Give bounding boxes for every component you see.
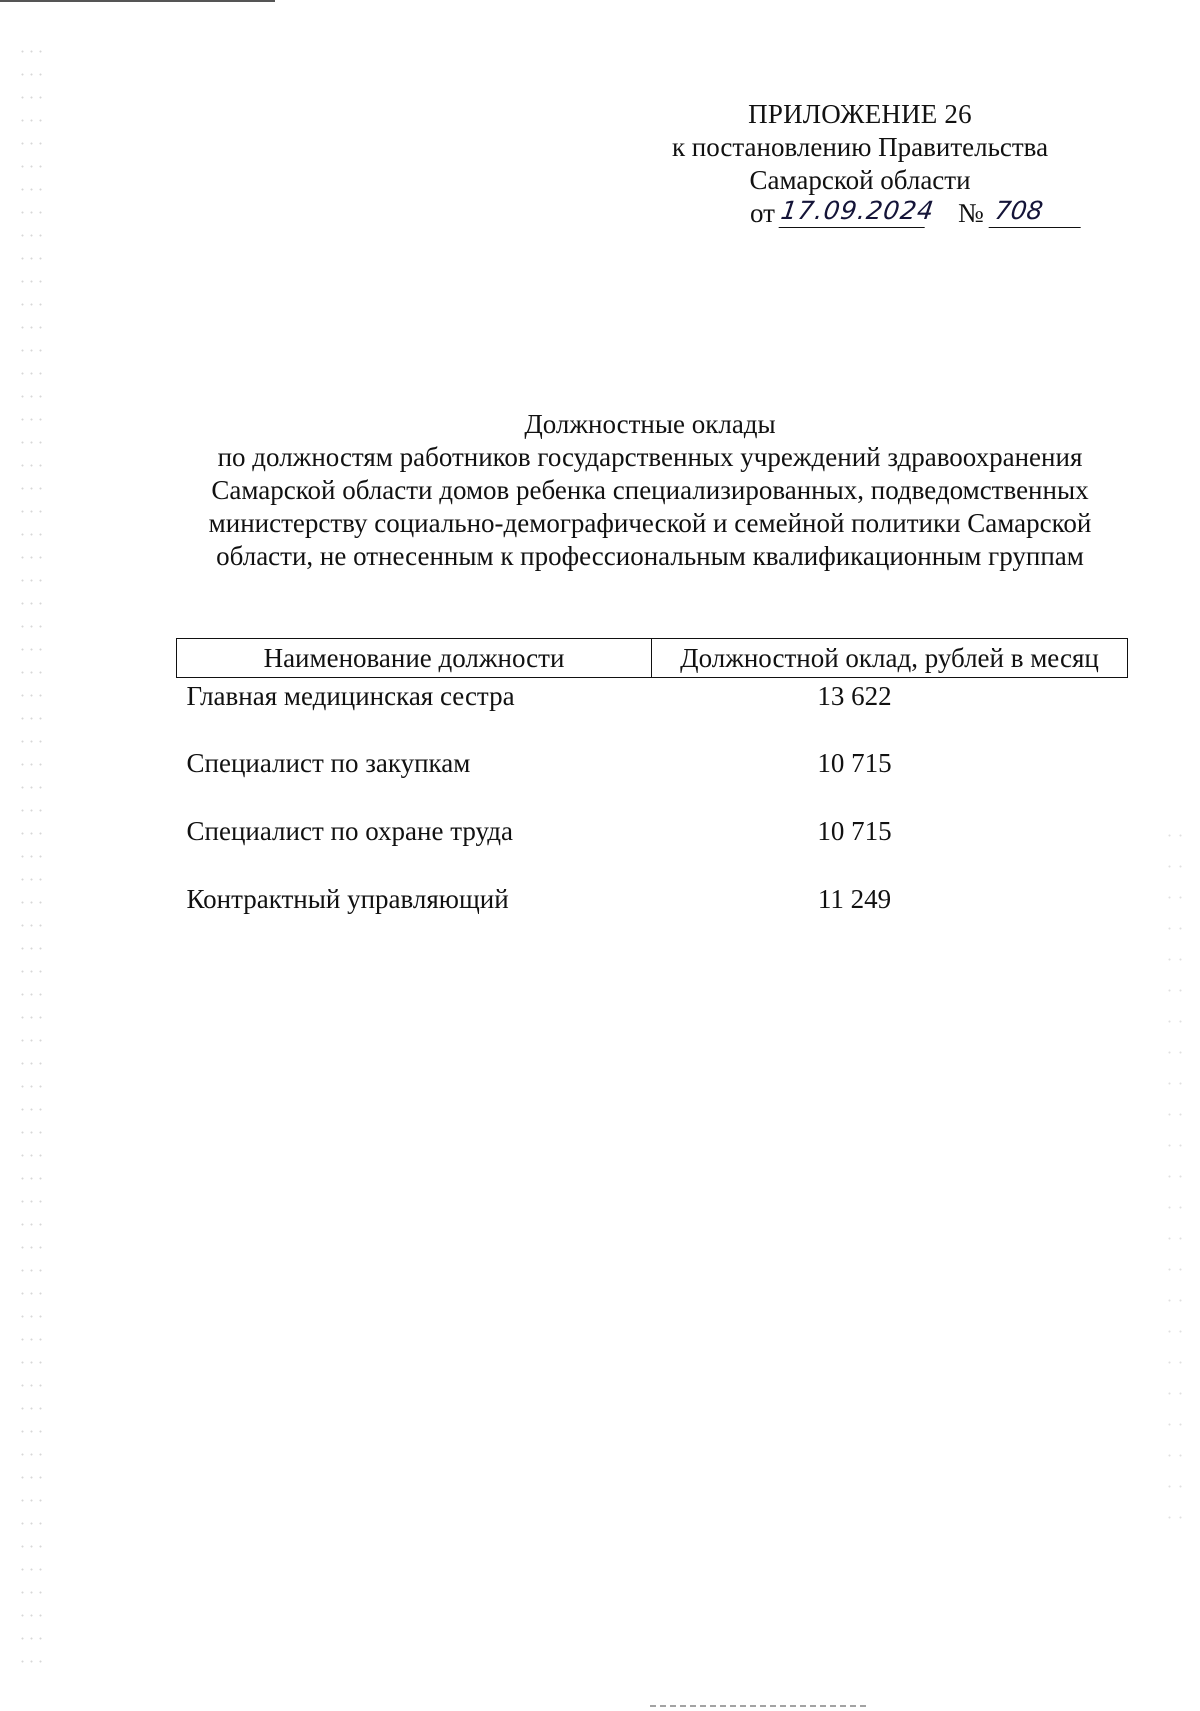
- title-line-2: по должностям работников государственных учреждений здравоохранения: [217, 442, 1083, 472]
- position-cell: Главная медицинская сестра: [186, 681, 515, 711]
- document-title: [170, 408, 1130, 573]
- date-prefix: от: [750, 198, 775, 228]
- column-header-position: Наименование должности: [177, 639, 652, 678]
- title-line-1: Должностные оклады: [524, 409, 776, 439]
- appendix-header: [640, 98, 1080, 233]
- column-header-salary: Должностной оклад, рублей в месяц: [652, 639, 1128, 678]
- table-row: [177, 745, 1128, 813]
- handwritten-date: 17.09.2024: [779, 194, 930, 228]
- salary-cell: 10 715: [817, 816, 892, 846]
- title-line-5: области, не отнесенным к профессиональным квалификационным группам: [216, 541, 1084, 571]
- number-sign: №: [958, 198, 984, 228]
- title-line-4: министерству социально-демографической и семейной политики Самарской: [208, 508, 1092, 538]
- appendix-reference: к постановлению Правительства: [671, 132, 1049, 162]
- table-row: [177, 678, 1128, 746]
- handwritten-number: 708: [989, 194, 1086, 228]
- title-line-3: Самарской области домов ребенка специализированных, подведомственных: [211, 475, 1089, 505]
- scan-noise-right: [1164, 820, 1186, 1520]
- salary-cell: 11 249: [817, 884, 892, 914]
- appendix-date-line: [640, 197, 1080, 233]
- appendix-region: Самарской области: [749, 165, 971, 195]
- scan-edge-bottom: [650, 1705, 870, 1707]
- table-header-row: [177, 639, 1128, 678]
- position-cell: Контрактный управляющий: [186, 884, 509, 914]
- table-row: [177, 813, 1128, 881]
- scan-noise-left: [18, 40, 44, 1680]
- position-cell: Специалист по охране труда: [186, 816, 514, 846]
- position-cell: Специалист по закупкам: [186, 748, 471, 778]
- salary-table: [176, 638, 1128, 949]
- salary-cell: 13 622: [817, 681, 892, 711]
- appendix-title: ПРИЛОЖЕНИЕ 26: [748, 99, 972, 129]
- salary-cell: 10 715: [817, 748, 892, 778]
- scan-edge-top: [0, 0, 275, 2]
- table-row: [177, 881, 1128, 949]
